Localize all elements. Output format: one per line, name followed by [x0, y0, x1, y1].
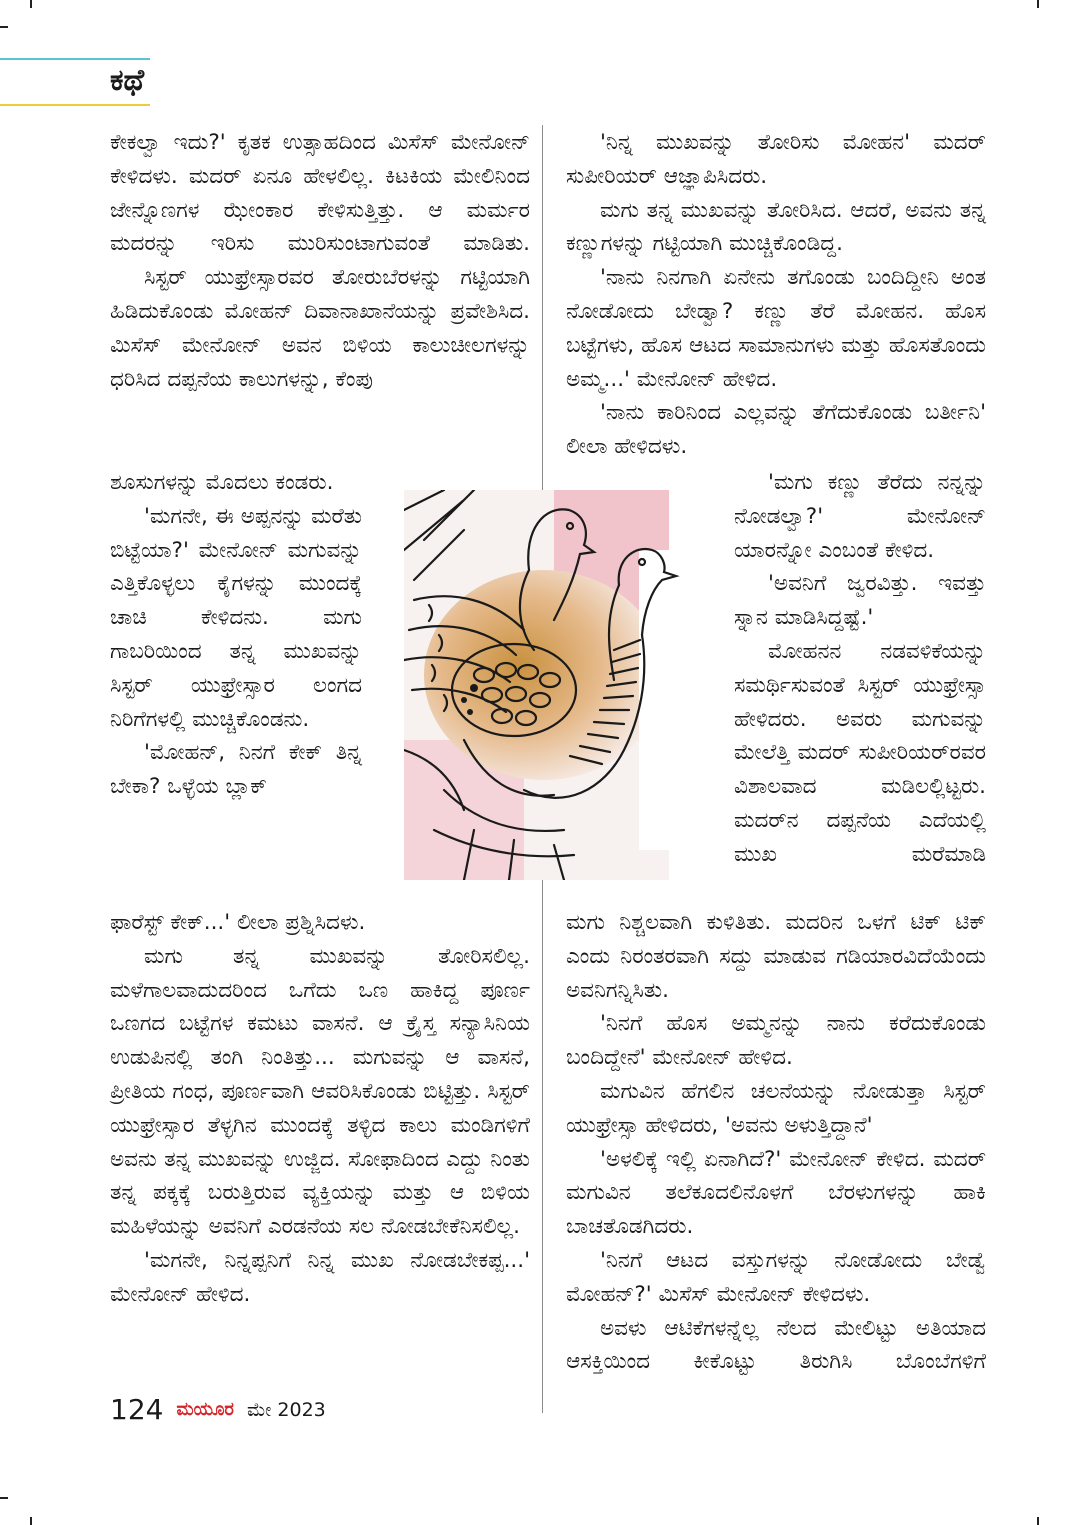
paragraph: ಶೂಸುಗಳನ್ನು ಮೊದಲು ಕಂಡರು.: [110, 470, 334, 495]
paragraph: 'ನಿನ್ನ ಮುಖವನ್ನು ತೋರಿಸು ಮೋಹನ' ಮದರ್ ಸುಪೀರಿಯರ್ ಆಜ್ಞಾಪಿಸಿದರು.: [566, 130, 986, 189]
paragraph: ಸಿಸ್ಟರ್ ಯುಫ್ರೇಸ್ಸಾರವರ ತೋರುಬೆರಳನ್ನು ಗಟ್ಟಿಯಾಗಿ ಹಿಡಿದುಕೊಂಡು ಮೋಹನ್ ದಿವಾನಾಖಾನೆಯನ್ನು ಪ್ರವೇಶಿಸಿದ. ಮಿಸೆಸ್ ಮೇನೋನ್ ಅವನ ಬಿಳಿಯ ಕಾಲುಚೀಲಗಳನ್ನು ಧರಿಸಿದ ದಪ್ಪನೆಯ ಕಾಲುಗಳನ್ನು, ಕೆಂಪು: [110, 265, 530, 392]
right-column-bottom: [566, 906, 986, 1379]
paragraph: ಮಗು ತನ್ನ ಮುಖವನ್ನು ತೋರಿಸಲಿಲ್ಲ. ಮಳೆಗಾಲವಾದುದರಿಂದ ಒಗೆದು ಒಣ ಹಾಕಿದ್ದ ಪೂರ್ಣ ಒಣಗದ ಬಟ್ಟೆಗಳ ಕಮಟು ವಾಸನೆ. ಆ ಕ್ರೈಸ್ತ ಸನ್ಯಾಸಿನಿಯ ಉಡುಪಿನಲ್ಲಿ ತಂಗಿ ನಿಂತಿತ್ತು... ಮಗುವನ್ನು ಆ ವಾಸನೆ, ಪ್ರೀತಿಯ ಗಂಧ, ಪೂರ್ಣವಾಗಿ ಆವರಿಸಿಕೊಂಡು ಬಿಟ್ಟಿತ್ತು. ಸಿಸ್ಟರ್ ಯುಫ್ರೇಸ್ಸಾರ ತೆಳ್ಳಗಿನ ಮುಂದಕ್ಕೆ ತಳ್ಳಿದ ಕಾಲು ಮಂಡಿಗಳಿಗೆ ಅವನು ತನ್ನ ಮುಖವನ್ನು ಉಜ್ಜಿದ. ಸೋಫಾದಿಂದ ಎದ್ದು ನಿಂತು ತನ್ನ ಪಕ್ಕಕ್ಕೆ ಬರುತ್ತಿರುವ ವ್ಯಕ್ತಿಯನ್ನು ಮತ್ತು ಆ ಬಿಳಿಯ ಮಹಿಳೆಯನ್ನು ಅವನಿಗೆ ಎರಡನೆಯ ಸಲ ನೋಡಬೇಕೆನಿಸಲಿಲ್ಲ.: [110, 943, 530, 1240]
paragraph: 'ಮೋಹನ್, ನಿನಗೆ ಕೇಕ್ ತಿನ್ನ ಬೇಕಾ? ಒಳ್ಳೆಯ ಬ್ಲಾಕ್: [110, 740, 362, 800]
header-rule-teal: [0, 58, 150, 60]
crop-mark: [1037, 0, 1039, 8]
paragraph: ಮೋಹನನ ನಡವಳಿಕೆಯನ್ನು ಸಮರ್ಥಿಸುವಂತೆ ಸಿಸ್ಟರ್ ಯುಫ್ರೇಸ್ಸಾ ಹೇಳಿದರು. ಅವರು ಮಗುವನ್ನು ಮೇಲೆತ್ತಿ ಮದರ್ ಸುಪೀರಿಯರ್‌ರವರ ವಿಶಾಲವಾದ ಮಡಿಲಲ್ಲಿಟ್ಟರು. ಮದರ್‌ನ ದಪ್ಪನೆಯ ಎದೆಯಲ್ಲಿ ಮುಖ ಮರೆಮಾಡಿ: [734, 638, 986, 867]
magazine-logo: ಮಯೂರ: [176, 1399, 234, 1420]
header-rule-yellow: [0, 104, 150, 106]
paragraph: ಮಗು ತನ್ನ ಮುಖವನ್ನು ತೋರಿಸಿದ. ಆದರೆ, ಅವನು ತನ್ನ ಕಣ್ಣುಗಳನ್ನು ಗಟ್ಟಿಯಾಗಿ ಮುಚ್ಚಿಕೊಂಡಿದ್ದ.: [566, 197, 986, 257]
paragraph: 'ನಿನಗೆ ಆಟದ ವಸ್ತುಗಳನ್ನು ನೋಡೋದು ಬೇಡ್ವೆ ಮೋಹನ್?' ಮಿಸೆಸ್ ಮೇನೋನ್ ಕೇಳಿದಳು.: [566, 1247, 986, 1307]
crop-mark: [30, 0, 32, 8]
paragraph: 'ನಾನು ನಿನಗಾಗಿ ಏನೇನು ತಗೊಂಡು ಬಂದಿದ್ದೀನಿ ಅಂತ ನೋಡೋದು ಬೇಡ್ವಾ? ಕಣ್ಣು ತೆರೆ ಮೋಹನ. ಹೊಸ ಬಟ್ಟೆಗಳು, ಹೊಸ ಆಟದ ಸಾಮಾನುಗಳು ಮತ್ತು ಹೊಸತೊಂದು ಅಮ್ಮ...' ಮೇನೋನ್ ಹೇಳಿದ.: [566, 265, 986, 392]
page-footer: [110, 1393, 326, 1429]
crop-mark: [30, 1517, 32, 1525]
issue-date: ಮೇ 2023: [247, 1398, 326, 1421]
paragraph: 'ಮಗನೇ, ನಿನ್ನಪ್ಪನಿಗೆ ನಿನ್ನ ಮುಖ ನೋಡಬೇಕಪ್ಪ...' ಮೇನೋನ್ ಹೇಳಿದ.: [110, 1247, 530, 1307]
crop-mark: [1037, 1517, 1039, 1525]
paragraph: ಮಗು ನಿಶ್ಚಲವಾಗಿ ಕುಳಿತಿತು. ಮದರಿನ ಒಳಗೆ ಟಿಕ್ ಟಿಕ್ ಎಂದು ನಿರಂತರವಾಗಿ ಸದ್ದು ಮಾಡುವ ಗಡಿಯಾರವಿದೆಯೆಂದು ಅವನಿಗನ್ನಿಸಿತು.: [566, 910, 986, 1003]
left-column-top: [110, 126, 530, 396]
section-title: ಕಥೆ: [110, 63, 145, 98]
paragraph: ಫಾರೆಸ್ಟ್ ಕೇಕ್...' ಲೀಲಾ ಪ್ರಶ್ನಿಸಿದಳು.: [110, 910, 366, 935]
paragraph: 'ಮಗನೇ, ಈ ಅಪ್ಪನನ್ನು ಮರೆತು ಬಿಟ್ಟೆಯಾ?' ಮೇನೋನ್ ಮಗುವನ್ನು ಎತ್ತಿಕೊಳ್ಳಲು ಕೈಗಳನ್ನು ಮುಂದಕ್ಕೆ ಚಾಚಿ ಕೇಳಿದನು. ಮಗು ಗಾಬರಿಯಿಂದ ತನ್ನ ಮುಖವನ್ನು ಸಿಸ್ಟರ್ ಯುಫ್ರೇಸ್ಸಾರ ಲಂಗದ ನಿರಿಗೆಗಳಲ್ಲಿ ಮುಚ್ಚಿಕೊಂಡನು.: [110, 503, 362, 732]
bird-illustration: [404, 490, 722, 880]
paragraph: 'ನಿನಗೆ ಹೊಸ ಅಮ್ಮನನ್ನು ನಾನು ಕರೆದುಕೊಂಡು ಬಂದಿದ್ದೇನೆ' ಮೇನೋನ್ ಹೇಳಿದ.: [566, 1011, 986, 1071]
paragraph: ಕೇಕಲ್ವಾ ಇದು?' ಕೃತಕ ಉತ್ಸಾಹದಿಂದ ಮಿಸೆಸ್ ಮೇನೋನ್ ಕೇಳಿದಳು. ಮದರ್ ಏನೂ ಹೇಳಲಿಲ್ಲ. ಕಿಟಕಿಯ ಮೇಲಿನಿಂದ ಜೇನ್ನೊಣಗಳ ಝೇಂಕಾರ ಕೇಳಿಸುತ್ತಿತ್ತು. ಆ ಮರ್ಮರ ಮದರನ್ನು ಇರಿಸು ಮುರಿಸುಂಟಾಗುವಂತೆ ಮಾಡಿತು.: [110, 130, 530, 257]
crop-mark: [0, 1497, 8, 1499]
right-column-top: [566, 126, 986, 464]
paragraph: ಅವಳು ಆಟಿಕೆಗಳನ್ನೆಲ್ಲ ನೆಲದ ಮೇಲಿಟ್ಟು ಅತಿಯಾದ ಆಸಕ್ತಿಯಿಂದ ಕೀಕೊಟ್ಟು ತಿರುಗಿಸಿ ಬೊಂಬೆಗಳಿಗೆ: [566, 1315, 986, 1375]
paragraph: 'ನಾನು ಕಾರಿನಿಂದ ಎಲ್ಲವನ್ನು ತೆಗೆದುಕೊಂಡು ಬರ್ತೀನಿ' ಲೀಲಾ ಹೇಳಿದಳು.: [566, 400, 986, 460]
left-column-bottom: [110, 906, 530, 1312]
paragraph: 'ಮಗು ಕಣ್ಣು ತೆರೆದು ನನ್ನನ್ನು ನೋಡಲ್ವಾ?' ಮೇನೋನ್ ಯಾರನ್ನೋ ಎಂಬಂತೆ ಕೇಳಿದ.: [734, 470, 986, 563]
crop-mark: [0, 26, 8, 28]
left-column-narrow: [110, 466, 362, 804]
right-column-narrow: [734, 466, 986, 872]
paragraph: 'ಅಳಲಿಕ್ಕೆ ಇಲ್ಲಿ ಏನಾಗಿದೆ?' ಮೇನೋನ್ ಕೇಳಿದ. ಮದರ್ ಮಗುವಿನ ತಲೆಕೂದಲಿನೊಳಗೆ ಬೆರಳುಗಳನ್ನು ಹಾಕಿ ಬಾಚತೊಡಗಿದರು.: [566, 1146, 986, 1240]
paragraph: ಮಗುವಿನ ಹೆಗಲಿನ ಚಲನೆಯನ್ನು ನೋಡುತ್ತಾ ಸಿಸ್ಟರ್ ಯುಫ್ರೇಸ್ಸಾ ಹೇಳಿದರು, 'ಅವನು ಅಳುತ್ತಿದ್ದಾನೆ': [566, 1078, 986, 1138]
paragraph: 'ಅವನಿಗೆ ಜ್ವರವಿತ್ತು. ಇವತ್ತು ಸ್ನಾನ ಮಾಡಿಸಿದ್ದಷ್ಟೆ.': [734, 571, 986, 631]
page-number: 124: [110, 1393, 164, 1426]
